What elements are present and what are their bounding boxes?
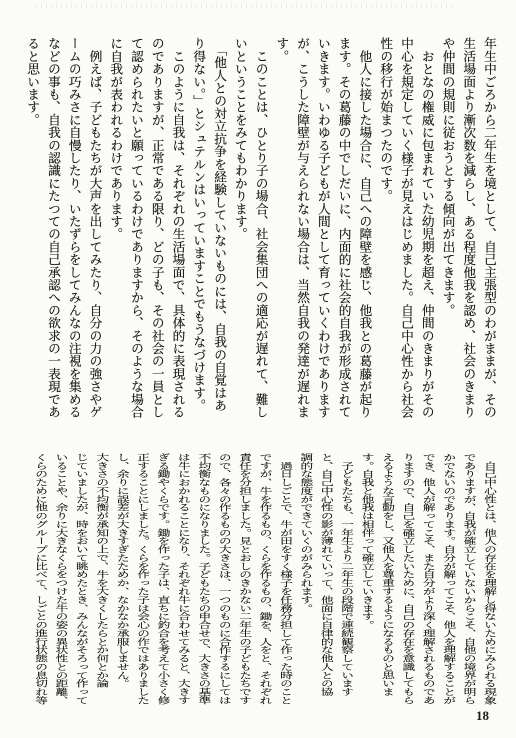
text-column: 責任を分担しました。見とおしのきかない二年生の子どもたちです — [237, 453, 252, 705]
text-column: ームの巧みさに自慢したり、いたずらをしてみんなの注視を集める — [66, 37, 81, 418]
text-column: くらのために他のグループに比べて、しごとの進行状態の息切れ等 — [33, 453, 48, 705]
text-column: 子どもたちも、一年生より二年生の段階で連続観察しています — [339, 453, 354, 697]
text-column: 中心を規定していく様子が見えはじめました。自己中心性から社会 — [398, 37, 413, 418]
text-column: は牛におかれることになり、それぞれ牛に合わせてみると、大きす — [175, 453, 190, 705]
text-column: ぎる鋤やくらです。鋤を作った子は、直ちに釣合を考えて小さく修 — [155, 453, 170, 705]
text-column: 過日しごとで、牛が田をすく様子を任務分担して作った時のこと — [277, 453, 292, 705]
lower-text-block — [29, 453, 499, 709]
text-column: いということをみてもわかります。 — [232, 37, 247, 241]
text-column: 年生中ごろから二年生を境として、自己主張型のわがままが、その — [482, 37, 496, 418]
text-column: や仲間の規則に従おうとする傾向が出てきます。 — [440, 37, 455, 317]
text-column: このように自我は、それぞれの生活場面で、具体的に表現される — [170, 37, 185, 418]
text-column: と、自己中心性の影が薄れていって、他面に自律的な他人との協 — [318, 453, 333, 697]
text-column: て認められたいと願っているわけでありますから、そのような場合 — [128, 37, 143, 418]
text-column: 正することにしました。くらを作った子は会心の作ではありました — [135, 453, 150, 705]
text-column: 他人に接した場合に、自己への障壁を感じ、他我との葛藤が起り — [357, 37, 372, 418]
text-column: 調的な態度ができていくのがみられます。 — [298, 453, 313, 613]
text-column: 生活場面より漸次数を減らし、ある程度他我を認め、社会のきまり — [461, 37, 476, 418]
text-column: 「他人との対立抗争を経験していないものには、自我の自覚はあ — [212, 37, 227, 412]
text-column: でき、他人が解ってこそ、また自分がより深く理解されるものであ — [420, 453, 435, 705]
page-number: 18 — [476, 708, 489, 723]
upper-text-block — [21, 37, 499, 421]
text-column: ます。その葛藤の中でしだいに、内面的に社会的自我が形成されて — [336, 37, 351, 418]
text-column: す。自我と他我は相伴って確立していきます。 — [359, 453, 374, 630]
lower-text-columns — [29, 453, 499, 706]
text-column: ると思います。 — [25, 37, 40, 126]
text-column: のでありますが、正常である限り、どの子も、その社会の一員とし — [149, 37, 164, 418]
text-column: 性の移行が始まつたのです。 — [378, 37, 393, 203]
text-column: 自己中心性とは、他人の存在を理解し得ないためにみられる現象 — [482, 453, 496, 705]
text-column: ので、各々の作るものの大きさは、一つのものに合作するにしては — [216, 453, 231, 705]
text-column: 例えば、子どもたちが大声を出してみたり、自分の力の強さやゲ — [87, 37, 102, 418]
text-column: いることや、余りに大きなくらをつけた牛の姿の異状性との距離、 — [53, 453, 68, 705]
text-column: に自我が表われるわけであります。 — [108, 37, 123, 241]
scan-artifact — [36, 3, 456, 8]
text-column: し、余りに誤差が大きすぎたためか、なかなか承服しません。 — [114, 453, 129, 688]
text-column: でありますが、自我が確立していないからこそ、自他の境界が明ら — [461, 453, 476, 705]
text-column: 不均衡なものになりました。子どもたちの申合せで、大きさの基準 — [196, 453, 211, 705]
text-column: りますので、自己を確立したいために、自己の存在を意識してもら — [400, 453, 415, 705]
text-column: 大きさの不均衡が承知の上で、牛を大きくしたらとか何とか論 — [94, 453, 109, 688]
text-column: す。 — [274, 37, 289, 63]
text-column: などの事も、自我の認識にたつての自己承認への欲求の一表現であ — [45, 37, 60, 418]
text-column: いきます。いわゆる子どもが人間として育っていくわけであります — [315, 37, 330, 418]
text-column: じていましたが、時をおいて眺めたとき、みんながそろって作って — [73, 453, 88, 705]
text-column: えるような言動をし、又他人を尊重するようになるものと思いま — [379, 453, 394, 697]
text-column: おとなの権威に包まれていた幼児期を超え、仲間のきまりがその — [419, 37, 434, 418]
text-column: が、こうした障壁が与えられない場合は、当然自我の発達が遅れま — [295, 37, 310, 418]
text-column: ですが、牛を作るもの、くらを作るもの、鋤を、人をと、それぞれ — [257, 453, 272, 705]
text-column: このことは、ひとり子の場合、社会集団への適応が遅れて、難し — [253, 37, 268, 418]
text-column: り得ない。」とシュテルンはいっていますことでもうなづけます。 — [191, 37, 206, 412]
text-column: かでないのであります。自分が解ってこそ、他人を理解することが — [441, 453, 456, 705]
